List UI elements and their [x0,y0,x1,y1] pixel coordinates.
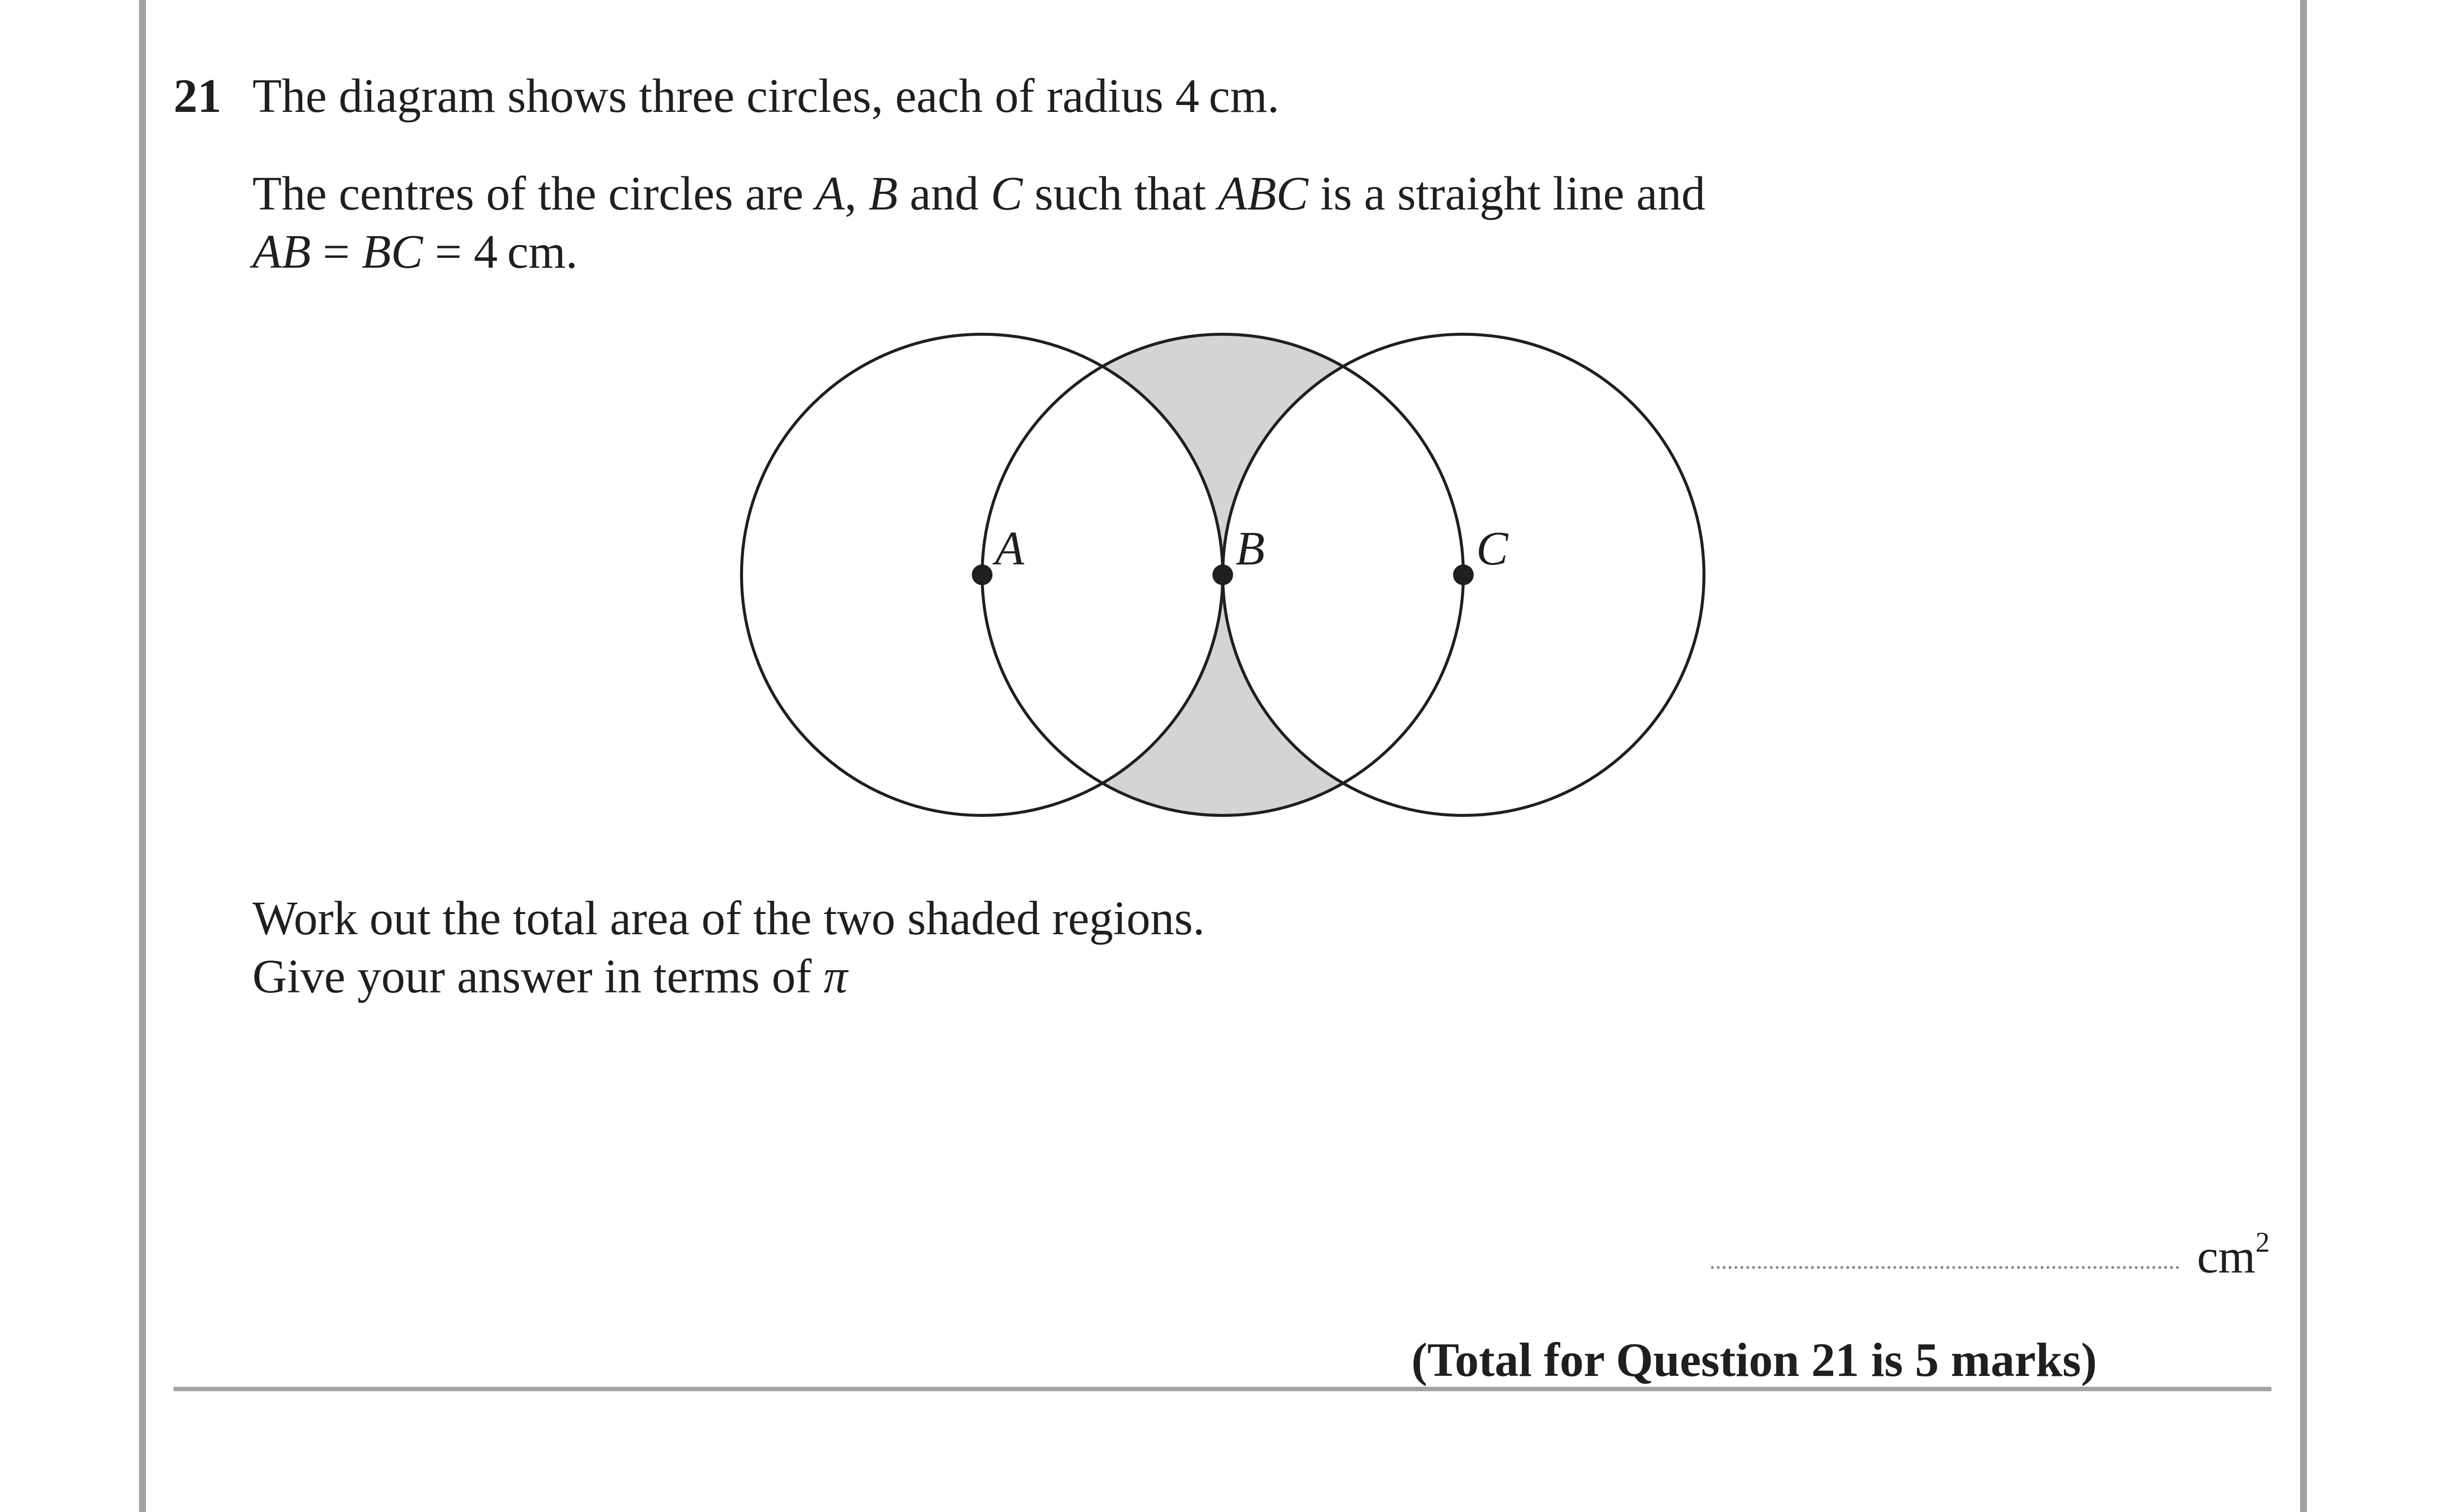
shaded-region-bottom [1102,575,1343,815]
question-intro: The diagram shows three circles, each of radius 4 cm. [252,70,1279,122]
question-line-3: AB = BC = 4 cm. [252,225,578,278]
answer-line[interactable] [1711,1266,2179,1269]
question-number: 21 [174,70,221,122]
instruction-line-1: Work out the total area of the two shaded regions. [252,892,1205,945]
instruction-line-2: Give your answer in terms of π [252,950,848,1003]
label-c: C [1476,522,1508,575]
total-marks: (Total for Question 21 is 5 marks) [1411,1334,2097,1386]
question-line-2: The centres of the circles are A, B and C such that ABC is a straight line and [252,167,1705,220]
shaded-region-top [1102,334,1343,575]
label-a: A [995,522,1025,575]
centre-point-b [1212,564,1233,585]
label-b: B [1236,522,1265,575]
centre-point-a [972,564,993,585]
centre-point-c [1453,564,1474,585]
answer-unit: $cm^2$ [2197,1226,2270,1283]
